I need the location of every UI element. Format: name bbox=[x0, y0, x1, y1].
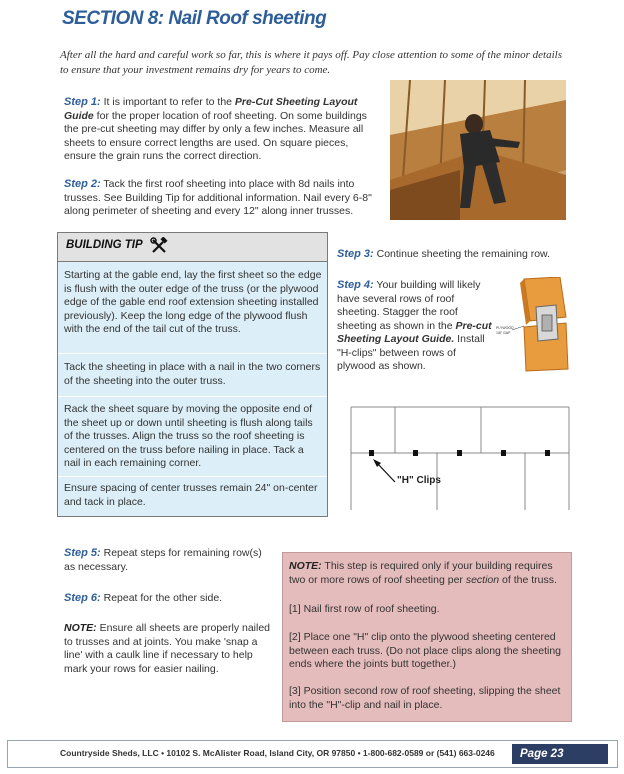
note-box-section-word: section bbox=[465, 573, 500, 586]
plywood-gap-label-b: 1/8" GAP bbox=[496, 331, 511, 335]
h-clips-diagram bbox=[349, 405, 571, 512]
step-1-text-b: for the proper location of roof sheeting. On some buildings the pre-cut sheeting may differ by only a few inches. Measure all sheets to ensure correct lengths are used. On square pieces, ensure the grain runs the correct direction. bbox=[64, 109, 367, 162]
page-footer bbox=[7, 740, 618, 768]
step-5-label: Step 5: bbox=[64, 547, 101, 559]
step-6-text: Repeat for the other side. bbox=[100, 592, 223, 604]
building-tip-p4: Ensure spacing of center trusses remain 24" on-center and tack in place. bbox=[64, 482, 318, 508]
building-tip-p2: Tack the sheeting in place with a nail in the two corners of the sheeting into the outer truss. bbox=[64, 361, 321, 387]
intro-text: After all the hard and careful work so far, this is where it pays off. Pay close attention to some of the minor details to ensure that your investment remains dry for years to come. bbox=[60, 49, 562, 76]
note-left bbox=[64, 622, 274, 676]
note-box-text-b: of the truss. bbox=[499, 573, 557, 586]
step-6-label: Step 6: bbox=[64, 592, 101, 604]
section-title: SECTION 8: Nail Roof sheeting bbox=[62, 8, 327, 29]
step-3 bbox=[337, 248, 577, 262]
footer-company-info: Countryside Sheds, LLC • 10102 S. McAlister Road, Island City, OR 97850 • 1-800-682-0589 or (541) 663-0246 bbox=[60, 748, 495, 758]
note-box-item-2: [2] Place one "H" clip onto the plywood sheeting centered between each truss. (Do not place clips along the sheeting ends where the joints butt together.) bbox=[289, 631, 562, 670]
step-2-label: Step 2: bbox=[64, 178, 101, 190]
page-number: Page 23 bbox=[512, 744, 608, 764]
step-3-label: Step 3: bbox=[337, 248, 374, 260]
note-left-text: Ensure all sheets are properly nailed to trusses and at joints. You make 'snap a line' with a caulk line if necessary to help mark your rows for easier nailing. bbox=[64, 622, 271, 675]
step-4-text-a: Your building will likely have several rows of roof sheeting. Stagger the roof sheeting as shown in the bbox=[337, 279, 481, 332]
tools-icon bbox=[150, 237, 168, 260]
step-1-label: Step 1: bbox=[64, 96, 101, 108]
worker-roof-photo bbox=[390, 80, 566, 220]
step-3-text: Continue sheeting the remaining row. bbox=[373, 248, 550, 260]
step-1-text-a: It is important to refer to the bbox=[100, 96, 235, 108]
building-tip-header bbox=[58, 233, 327, 262]
building-tip-box bbox=[57, 232, 328, 517]
h-clip-illustration bbox=[496, 277, 572, 372]
step-4-text-b: Install "H-clips" between rows of plywood as shown. bbox=[337, 333, 485, 372]
building-tip-title: BUILDING TIP bbox=[66, 239, 143, 251]
step-2 bbox=[64, 178, 374, 219]
step-1-guide-ref: Pre-Cut Sheeting Layout Guide bbox=[64, 96, 358, 122]
multi-row-note-box bbox=[282, 552, 572, 722]
step-5-text: Repeat steps for remaining row(s) as necessary. bbox=[64, 547, 262, 573]
note-box-item-1: [1] Nail first row of roof sheeting. bbox=[289, 603, 440, 615]
note-box-item-3: [3] Position second row of roof sheeting, slipping the sheet into the "H"-clip and nail in place. bbox=[289, 685, 561, 711]
h-clips-label: "H" Clips bbox=[397, 475, 441, 486]
step-4 bbox=[337, 279, 495, 374]
step-2-text: Tack the first roof sheeting into place with 8d nails into trusses. See Building Tip for additional information. Nail every 6-8" along perimeter of sheeting and every 12" along inner trusses. bbox=[64, 178, 372, 217]
step-1 bbox=[64, 96, 374, 164]
note-box-label: NOTE: bbox=[289, 560, 322, 572]
step-4-label: Step 4: bbox=[337, 279, 374, 291]
step-6 bbox=[64, 592, 274, 606]
building-tip-divider bbox=[58, 353, 327, 354]
building-tip-p1: Starting at the gable end, lay the first sheet so the edge is flush with the outer edge of the truss (or the plywood edge of the gable end roof extension sheeting installed previously). Keep the long edge of the plywood flush with the end of the tail cut of the truss. bbox=[64, 269, 322, 335]
step-5 bbox=[64, 547, 274, 574]
note-left-label: NOTE: bbox=[64, 622, 97, 634]
plywood-gap-label: PLYWOOD bbox=[496, 326, 514, 330]
building-tip-p3: Rack the sheet square by moving the opposite end of the sheet up or down until sheeting is flush along tails of the trusses. Align the truss so the roof sheeting is centered on the truss before nailing in place. Tack a nail in each remaining corner. bbox=[64, 403, 313, 469]
building-tip-divider bbox=[58, 476, 327, 477]
step-4-guide-ref: Pre-cut Sheeting Layout Guide. bbox=[337, 319, 492, 345]
note-box-text-a: This step is required only if your building requires two or more rows of roof sheeting per bbox=[289, 560, 553, 586]
note-box-intro bbox=[289, 560, 565, 587]
building-tip-divider bbox=[58, 396, 327, 397]
